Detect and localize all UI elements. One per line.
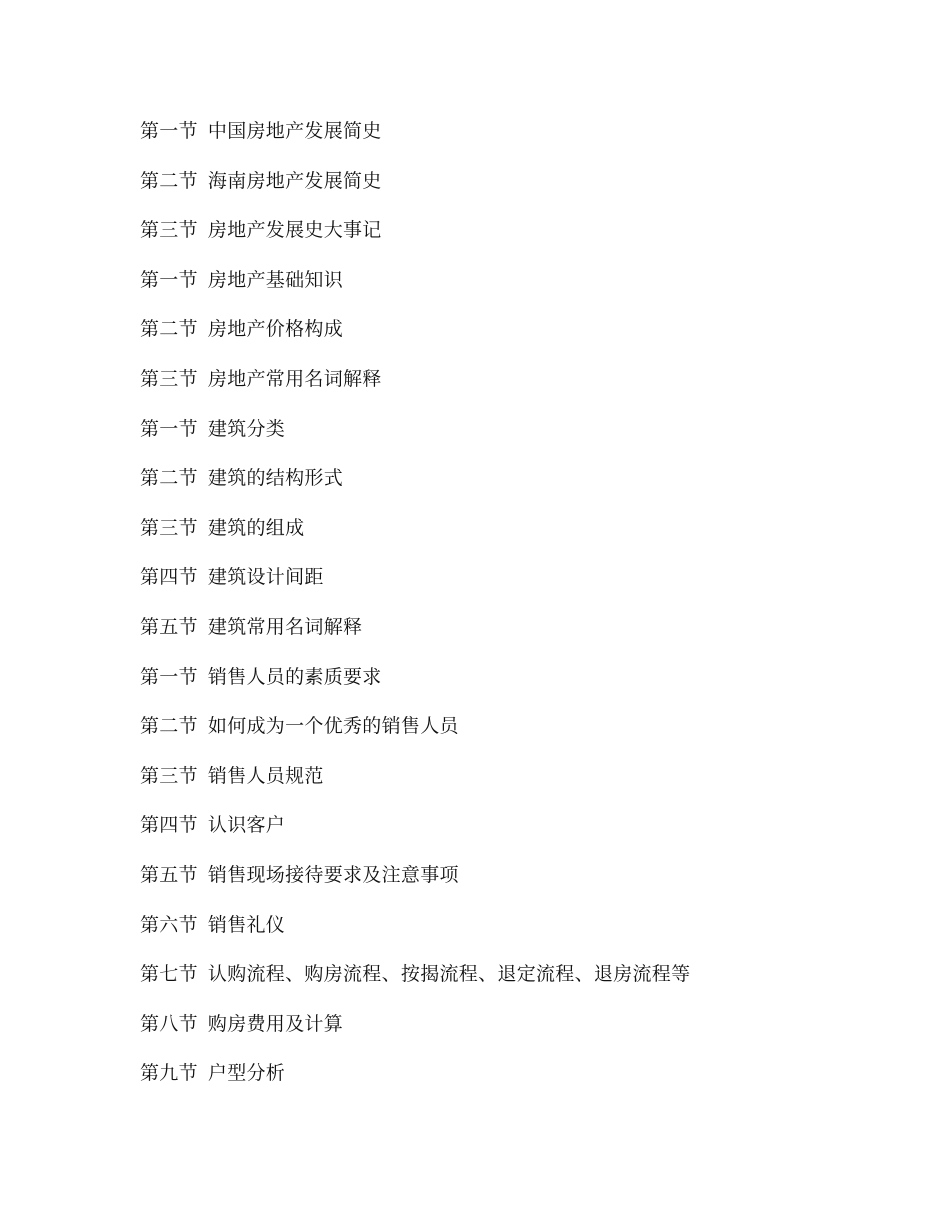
section-title: 房地产发展史大事记 [207,219,382,242]
toc-item [140,216,690,266]
toc-item [140,464,690,514]
section-title: 房地产基础知识 [207,268,344,291]
section-number: 第三节 [140,764,198,787]
section-title: 销售人员的素质要求 [207,665,382,688]
section-number: 第六节 [140,913,198,936]
section-title: 如何成为一个优秀的销售人员 [207,715,459,738]
toc-item [140,911,690,961]
section-title: 销售礼仪 [207,913,286,936]
section-number: 第三节 [140,219,198,242]
section-number: 第二节 [140,715,198,738]
section-number: 第二节 [140,318,198,341]
toc-item [140,1059,690,1109]
section-number: 第四节 [140,814,198,837]
section-title: 销售现场接待要求及注意事项 [207,863,459,886]
toc-item [140,712,690,762]
section-number: 第七节 [140,963,198,986]
section-number: 第五节 [140,615,198,638]
section-title: 建筑常用名词解释 [207,615,363,638]
toc-item [140,563,690,613]
section-title: 销售人员规范 [207,764,324,787]
toc-item [140,514,690,564]
section-number: 第三节 [140,367,198,390]
section-title: 认识客户 [207,814,286,837]
section-title: 房地产价格构成 [207,318,344,341]
toc-item [140,1010,690,1060]
toc-item [140,663,690,713]
toc-item [140,117,690,167]
section-title: 购房费用及计算 [207,1012,344,1035]
section-number: 第九节 [140,1062,198,1085]
section-title: 认购流程、购房流程、按揭流程、退定流程、退房流程等 [207,963,691,986]
section-title: 建筑分类 [207,417,286,440]
section-number: 第八节 [140,1012,198,1035]
section-number: 第四节 [140,566,198,589]
toc-item [140,315,690,365]
toc-item [140,762,690,812]
section-title: 中国房地产发展简史 [207,120,382,142]
section-title: 建筑设计间距 [207,566,324,589]
toc-item [140,365,690,415]
section-number: 第一节 [140,417,198,440]
toc-item [140,811,690,861]
toc-item [140,960,690,1010]
section-number: 第二节 [140,169,198,192]
section-title: 建筑的结构形式 [207,467,344,490]
toc-item [140,266,690,316]
section-number: 第五节 [140,863,198,886]
section-number: 第一节 [140,268,198,291]
section-number: 第二节 [140,467,198,490]
toc-item [140,415,690,465]
table-of-contents [140,117,690,1109]
section-title: 户型分析 [207,1062,286,1085]
toc-item [140,167,690,217]
toc-item [140,613,690,663]
toc-item [140,861,690,911]
section-number: 第一节 [140,665,198,688]
section-number: 第三节 [140,516,198,539]
section-title: 房地产常用名词解释 [207,367,382,390]
section-title: 建筑的组成 [207,516,305,539]
section-number: 第一节 [140,120,198,142]
section-title: 海南房地产发展简史 [207,169,382,192]
